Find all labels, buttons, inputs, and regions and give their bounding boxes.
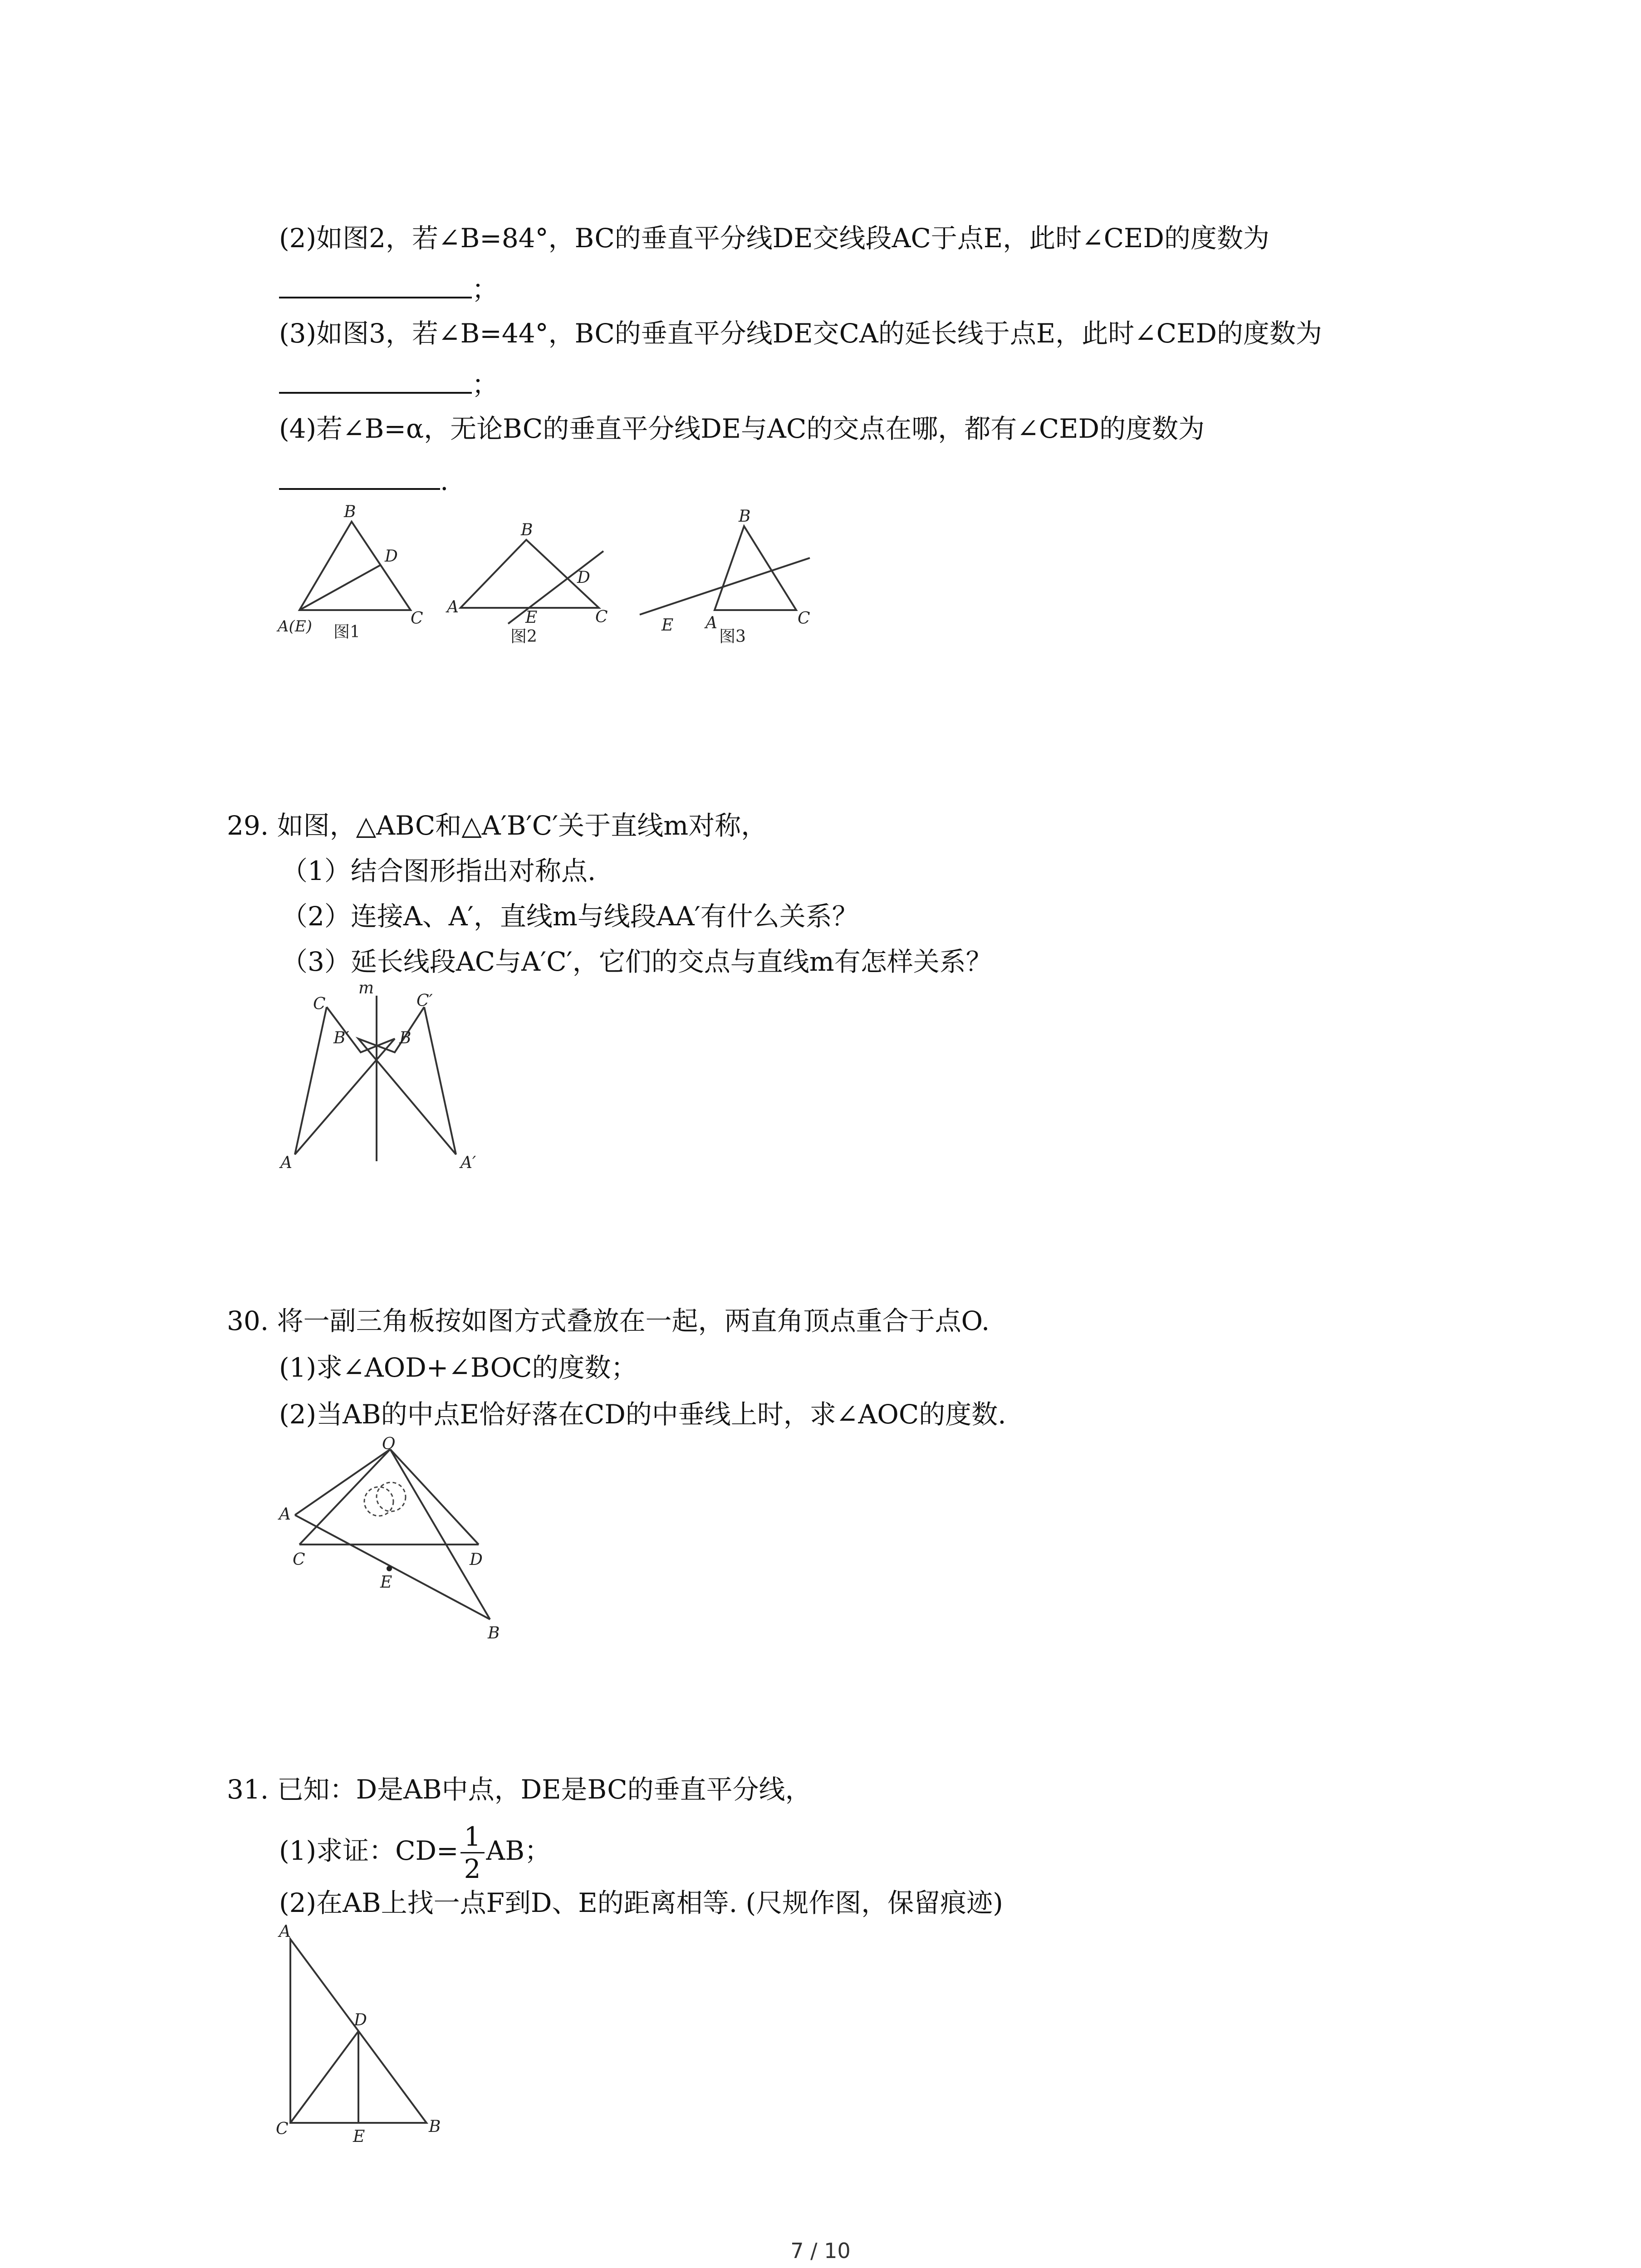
q31-label-b: B xyxy=(429,2117,441,2136)
q28-part4-answer-line xyxy=(279,463,448,499)
q29-part2: （2）连接A、A′，直线m与线段AA′有什么关系？ xyxy=(281,901,858,932)
q30-figure xyxy=(272,1429,526,1642)
q29-label-a-prime: A′ xyxy=(460,1154,476,1172)
q29-label-m: m xyxy=(358,979,374,997)
fig3-label-e: E xyxy=(661,616,674,635)
fig1-label-a: A(E) xyxy=(278,617,312,635)
q31-label-d: D xyxy=(354,2011,367,2029)
fig2-label-b: B xyxy=(521,521,533,539)
q30-part1: (1)求∠AOD+∠BOC的度数； xyxy=(279,1352,637,1383)
q29-label-b-prime: B′ xyxy=(333,1029,349,1047)
segment-ao xyxy=(295,1449,390,1515)
q29-label-b: B xyxy=(399,1029,411,1047)
q28-part3-text: (3)如图3，若∠B=44°，BC的垂直平分线DE交CA的延长线于点E，此时∠CED的度数为 xyxy=(279,318,1323,349)
q31-label-e: E xyxy=(353,2127,365,2146)
q30-label-a: A xyxy=(279,1505,291,1524)
q28-part4-end: . xyxy=(440,465,449,496)
q31-part2: (2)在AB上找一点F到D、E的距离相等. (尺规作图，保留痕迹) xyxy=(279,1887,1003,1918)
fraction-numerator: 1 xyxy=(460,1821,485,1853)
fig2-label-e: E xyxy=(525,608,538,627)
segment-ab xyxy=(295,1515,490,1619)
segment-od xyxy=(390,1449,479,1545)
q31-part1 xyxy=(279,1819,551,1884)
fig3-caption: 图3 xyxy=(719,627,746,646)
q31-stem: 31. 已知：D是AB中点，DE是BC的垂直平分线， xyxy=(227,1774,812,1805)
fig2-label-a: A xyxy=(447,598,459,616)
fig1-label-c: C xyxy=(411,609,423,628)
q28-part2-end: ； xyxy=(472,274,499,305)
q31-figure xyxy=(272,1919,454,2155)
fig1-label-b: B xyxy=(344,503,356,521)
point-e xyxy=(387,1566,392,1571)
q30-label-c: C xyxy=(293,1550,305,1569)
q30-stem: 30. 将一副三角板按如图方式叠放在一起，两直角顶点重合于点O. xyxy=(227,1305,990,1336)
q30-part2: (2)当AB的中点E恰好落在CD的中垂线上时，求∠AOC的度数. xyxy=(279,1399,1006,1430)
q28-part3-answer-line xyxy=(279,367,498,403)
q31-part1-pre: (1)求证：CD= xyxy=(279,1835,459,1866)
fig1-caption: 图1 xyxy=(333,623,360,641)
q28-part3-end: ； xyxy=(472,369,499,400)
q30-label-e: E xyxy=(380,1573,392,1592)
page-number: 7 / 10 xyxy=(790,2239,851,2263)
q28-part2-answer-line xyxy=(279,271,498,308)
q31-label-c: C xyxy=(276,2120,289,2138)
figure-3 xyxy=(640,526,810,615)
q30-label-b: B xyxy=(488,1624,500,1642)
q29-label-c: C xyxy=(313,995,326,1013)
q29-part3: （3）延长线段AC与A′C′，它们的交点与直线m有怎样关系？ xyxy=(281,946,992,977)
fig2-label-c: C xyxy=(595,608,608,626)
answer-blank[interactable] xyxy=(279,463,440,490)
segment-ob xyxy=(390,1449,490,1619)
fig2-caption: 图2 xyxy=(510,627,537,646)
q29-label-c-prime: C′ xyxy=(416,992,433,1010)
q28-figures xyxy=(272,499,839,653)
q28-part4-text: (4)若∠B=α，无论BC的垂直平分线DE与AC的交点在哪，都有∠CED的度数为 xyxy=(279,413,1205,444)
figure-1 xyxy=(299,522,411,610)
q29-label-a: A xyxy=(280,1154,292,1172)
segment-cd xyxy=(290,2031,358,2123)
q29-part1: （1）结合图形指出对称点. xyxy=(281,855,596,886)
fig3-label-c: C xyxy=(798,609,810,628)
right-angle-marks xyxy=(364,1482,406,1516)
fig2-label-d: D xyxy=(577,568,590,587)
fig1-label-d: D xyxy=(385,547,398,566)
answer-blank[interactable] xyxy=(279,271,472,298)
fraction-denominator: 2 xyxy=(464,1853,481,1885)
q31-part1-post: AB； xyxy=(486,1835,551,1866)
q31-label-a: A xyxy=(279,1922,291,1941)
q28-part4 xyxy=(279,411,1205,447)
q29-figure xyxy=(272,980,508,1184)
fig3-label-b: B xyxy=(739,507,751,526)
q28-part2 xyxy=(279,220,1269,256)
q30-label-o: O xyxy=(382,1435,396,1453)
q30-label-d: D xyxy=(470,1550,483,1569)
q28-part3 xyxy=(279,315,1322,352)
answer-blank[interactable] xyxy=(279,367,472,394)
fraction-one-half xyxy=(460,1821,485,1884)
q28-part2-text: (2)如图2，若∠B=84°，BC的垂直平分线DE交线段AC于点E，此时∠CED的度数为 xyxy=(279,223,1270,254)
fig3-label-a: A xyxy=(705,614,717,632)
q29-stem: 29. 如图，△ABC和△A′B′C′关于直线m对称， xyxy=(227,810,768,841)
